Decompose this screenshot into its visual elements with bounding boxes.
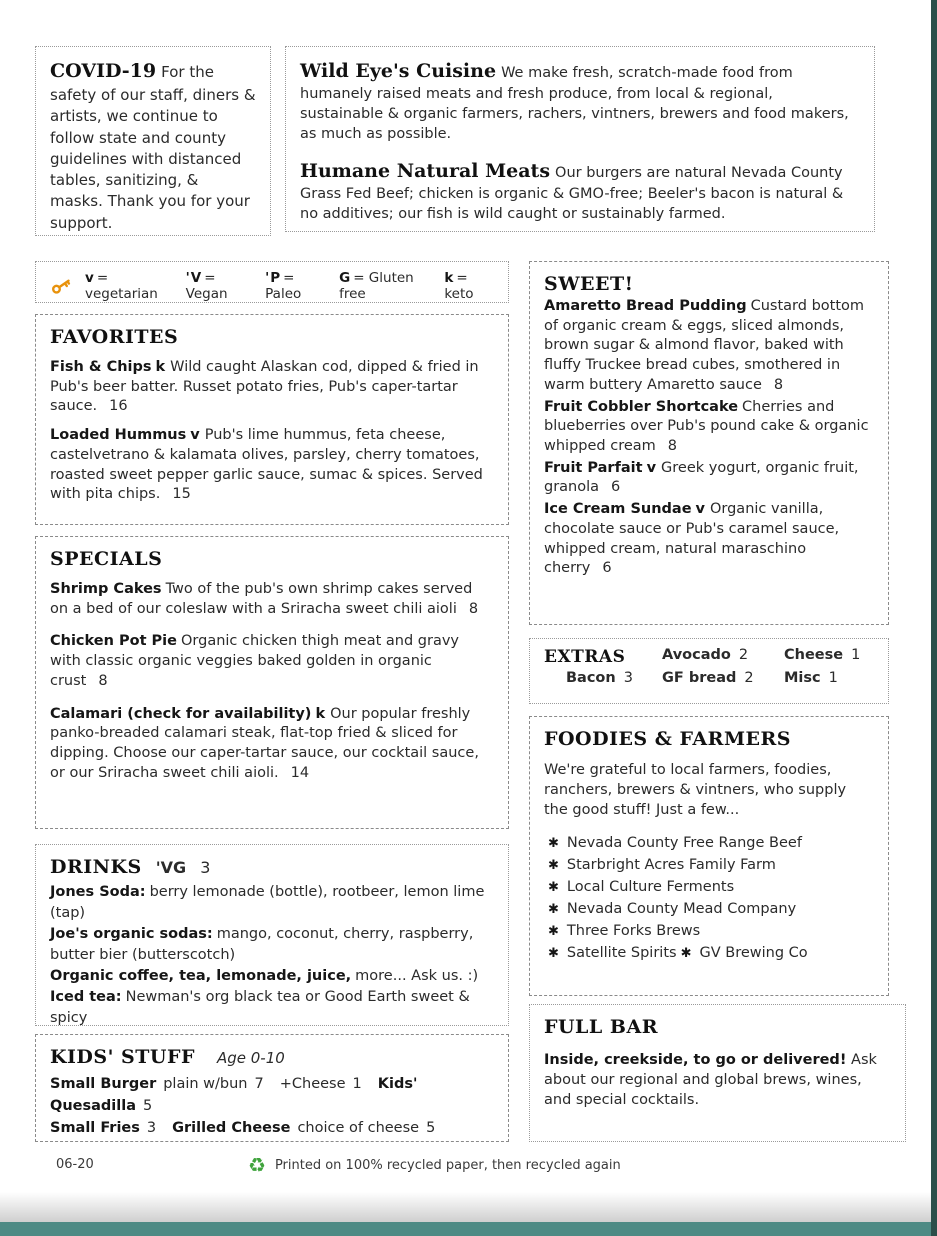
diet-legend [50, 270, 494, 302]
kids-age-note: Age 0-10 [216, 1049, 285, 1067]
supplier-row [544, 876, 874, 898]
legend-item-paleo [265, 270, 326, 302]
drink-line-joes-sodas [50, 924, 494, 966]
covid-title: COVID-19 [50, 60, 157, 82]
specials-section [35, 536, 509, 829]
item-name: Calamari (check for availability) [50, 705, 312, 722]
item-desc: Organic vanilla, chocolate sauce or Pub's caramel sauce, whipped cream, natural maraschino cherry [544, 501, 840, 577]
keto-symbol: k [444, 270, 455, 286]
kids-item-desc: choice of cheese [297, 1119, 420, 1136]
asterisk-bullet-icon: ✱ [548, 946, 559, 962]
extra-label: Cheese [784, 647, 844, 663]
right-edge-strip [931, 0, 937, 1236]
item-name: Loaded Hummus [50, 427, 187, 444]
drink-name: Iced tea: [50, 989, 122, 1006]
extra-cheese [784, 647, 876, 667]
asterisk-bullet-icon: ✱ [548, 858, 559, 874]
diet-symbol: k [155, 359, 167, 375]
item-price: 6 [611, 479, 621, 496]
diet-symbol: v [190, 427, 201, 444]
extra-label: Misc [784, 670, 821, 686]
supplier-name: Local Culture Ferments [566, 879, 735, 896]
fullbar-lead: Inside, creekside, to go or delivered! [544, 1052, 847, 1068]
kids-addon-price: 1 [352, 1076, 362, 1092]
legend-item-glutenfree [339, 270, 431, 302]
item-desc: Custard bottom of organic cream & eggs, sliced almonds, brown sugar & almond flavor, baked with fluffy Truckee bread cubes, smothered in warm buttery Amaretto sauce [544, 298, 865, 393]
drink-line-jones-soda [50, 882, 494, 924]
item-desc: Greek yogurt, organic fruit, granola [544, 459, 859, 496]
asterisk-bullet-icon: ✱ [548, 902, 559, 918]
item-name: Amaretto Bread Pudding [544, 298, 747, 314]
drink-name: Joe's organic sodas: [50, 926, 213, 943]
asterisk-bullet-icon: ✱ [548, 924, 559, 940]
item-name: Fruit Parfait [544, 459, 643, 476]
vegetarian-label: = vegetarian [85, 270, 158, 302]
item-desc: Pub's lime hummus, feta cheese, castelvetrano & kalamata olives, parsley, cherry tomatoes, roasted sweet pepper garlic sauce, sumac & spices. Served with pita chips. [50, 427, 483, 503]
supplier-row [544, 942, 874, 964]
kids-line-1 [50, 1074, 494, 1118]
item-price: 8 [773, 376, 784, 393]
asterisk-bullet-icon: ✱ [548, 880, 559, 896]
drink-desc: Newman's org black tea or Good Earth sweet & spicy [50, 989, 470, 1026]
supplier-name: Nevada County Free Range Beef [566, 835, 802, 851]
supplier-row [544, 854, 874, 876]
covid-body: For the safety of our staff, diners & artists, we continue to follow state and county guidelines with distanced tables, sanitizing, & masks. Thank you for your support. [50, 63, 256, 232]
drinks-title: DRINKS [50, 856, 142, 878]
menu-item-bread-pudding [544, 297, 874, 396]
foodies-title: FOODIES & FARMERS [544, 728, 791, 750]
legend-item-keto [444, 270, 494, 302]
kids-addon-label: +Cheese [279, 1076, 346, 1092]
supplier-name: GV Brewing Co [699, 945, 808, 962]
extra-avocado [662, 647, 784, 667]
kids-item-name: Kids' Quesadilla [50, 1076, 418, 1114]
asterisk-bullet-icon: ✱ [548, 836, 559, 851]
vegetarian-symbol: v [85, 270, 95, 286]
extras-section [529, 638, 889, 704]
meats-title: Humane Natural Meats [300, 160, 551, 183]
menu-item-chicken-pot-pie [50, 632, 494, 691]
item-desc: Our popular freshly panko-breaded calamari steak, flat-top fried & sliced for dipping. Choose our caper-tartar sauce, our cocktail sauce, or our Sriracha sweet chili aioli. [50, 705, 479, 781]
drink-desc: more... Ask us. :) [355, 968, 479, 985]
kids-item-price: 3 [146, 1119, 157, 1136]
menu-item-calamari [50, 705, 494, 784]
drinks-section [35, 844, 509, 1026]
drinks-price: 3 [200, 858, 211, 877]
kids-item-name: Grilled Cheese [172, 1119, 291, 1136]
menu-item-ice-cream-sundae [544, 500, 874, 579]
extra-label: Avocado [662, 647, 731, 663]
diet-legend-box [35, 261, 509, 303]
drink-desc: mango, coconut, cherry, raspberry, butter bier (butterscotch) [50, 926, 474, 964]
extra-price: 3 [623, 670, 633, 686]
paleo-symbol: 'P [265, 270, 282, 286]
extra-price: 1 [828, 670, 838, 686]
diet-symbol: v [695, 501, 706, 518]
item-price: 8 [468, 600, 479, 617]
drink-name: Jones Soda: [50, 884, 146, 900]
drink-line-coffee-tea [50, 966, 494, 987]
kids-section [35, 1034, 509, 1142]
fullbar-section [529, 1004, 906, 1142]
drink-name: Organic coffee, tea, lemonade, juice, [50, 968, 352, 985]
asterisk-bullet-icon: ✱ [680, 946, 692, 962]
kids-title: KIDS' STUFF [50, 1046, 195, 1068]
extras-grid [544, 647, 874, 686]
extra-price: 2 [738, 647, 749, 663]
supplier-row [544, 832, 874, 854]
item-name: Fruit Cobbler Shortcake [544, 398, 739, 415]
recycle-icon: ♻ [248, 1153, 266, 1177]
item-price: 8 [98, 672, 108, 689]
diet-symbol: v [646, 459, 658, 476]
kids-item-name: Small Burger [50, 1076, 157, 1092]
extra-label: Bacon [566, 670, 616, 686]
supplier-row [544, 920, 874, 942]
drinks-header [50, 856, 494, 878]
legend-item-vegetarian [85, 270, 173, 302]
menu-item-loaded-hummus [50, 426, 494, 505]
covid-notice-box [35, 46, 271, 236]
supplier-name: Satellite Spirits [566, 945, 677, 962]
extra-label: GF bread [662, 670, 737, 686]
cuisine-paragraph [300, 58, 860, 144]
legend-item-vegan [186, 270, 253, 302]
item-name: Fish & Chips [50, 359, 152, 375]
cuisine-title: Wild Eye's Cuisine [300, 60, 497, 82]
intro-box [285, 46, 875, 232]
supplier-row [544, 898, 874, 920]
glutenfree-symbol: G [339, 270, 352, 286]
kids-item-price: 5 [142, 1097, 153, 1114]
item-price: 6 [602, 560, 612, 577]
bottom-teal-band [0, 1222, 937, 1236]
vegan-label: = Vegan [185, 270, 228, 302]
covid-text [50, 58, 256, 234]
paleo-label: = Paleo [265, 270, 302, 302]
extra-misc [784, 670, 876, 686]
vegan-symbol: 'V [185, 270, 203, 286]
cuisine-text: We make fresh, scratch-made food from humanely raised meats and fresh produce, from local & regional, sustainable & organic farmers, rachers, vintners, brewers and food makers, as much as possible. [300, 65, 849, 143]
kids-item-price: 7 [254, 1076, 264, 1092]
glutenfree-label: = Gluten free [339, 270, 414, 302]
kids-header [50, 1046, 494, 1068]
kids-item-desc: plain w/bun [163, 1076, 248, 1092]
item-desc: Two of the pub's own shrimp cakes served on a bed of our coleslaw with a Sriracha sweet chili aioli [50, 581, 473, 617]
menu-item-shrimp-cakes [50, 580, 494, 619]
bottom-gradient [0, 1192, 937, 1222]
item-price: 8 [667, 438, 678, 455]
meats-text: Our burgers are natural Nevada County Grass Fed Beef; chicken is organic & GMO-free; Beeler's bacon is natural & no additives; our fish is wild caught or sustainably farmed. [300, 165, 844, 223]
extra-gf-bread [662, 670, 784, 686]
fullbar-body: Ask about our regional and global brews, wines, and special cocktails. [544, 1052, 877, 1108]
sweet-title: SWEET! [544, 273, 634, 295]
item-price: 15 [172, 486, 191, 503]
item-desc: Cherries and blueberries over Pub's pound cake & organic whipped cream [544, 398, 869, 455]
foodies-intro: We're grateful to local farmers, foodies, ranchers, brewers & vintners, who supply the good stuff! Just a few... [544, 762, 847, 818]
supplier-name: Three Forks Brews [566, 923, 701, 940]
keto-label: = keto [444, 270, 474, 302]
menu-item-fish-chips [50, 358, 494, 417]
favorites-title: FAVORITES [50, 326, 179, 348]
recycle-note-row [248, 1155, 621, 1175]
key-icon [46, 271, 77, 302]
item-name: Chicken Pot Pie [50, 633, 177, 650]
favorites-section [35, 314, 509, 525]
fullbar-text [544, 1050, 891, 1110]
kids-item-name: Small Fries [50, 1119, 140, 1136]
item-price: 16 [109, 398, 128, 415]
foodies-section [529, 716, 889, 996]
item-desc: Organic chicken thigh meat and gravy with classic organic veggies baked golden in organic crust [50, 633, 460, 689]
item-price: 14 [290, 764, 310, 781]
extras-title: EXTRAS [544, 647, 626, 667]
sweet-section [529, 261, 889, 625]
item-name: Shrimp Cakes [50, 581, 162, 597]
meats-paragraph [300, 158, 860, 224]
menu-item-fruit-parfait [544, 459, 874, 498]
extra-bacon [544, 670, 662, 686]
menu-item-fruit-cobbler [544, 398, 874, 457]
vegan-glutenfree-symbol: 'VG [155, 858, 187, 877]
diet-symbol: k [315, 705, 327, 722]
drink-line-iced-tea [50, 987, 494, 1026]
kids-line-2 [50, 1118, 494, 1140]
kids-item-price: 5 [426, 1119, 436, 1136]
recycle-note: Printed on 100% recycled paper, then recycled again [274, 1157, 621, 1173]
item-name: Ice Cream Sundae [544, 501, 692, 518]
supplier-name: Starbright Acres Family Farm [566, 857, 776, 874]
supplier-name: Nevada County Mead Company [566, 901, 797, 918]
menu-date-code: 06-20 [56, 1157, 94, 1172]
specials-title: SPECIALS [50, 548, 163, 570]
fullbar-title: FULL BAR [544, 1016, 658, 1038]
extra-price: 2 [744, 670, 754, 686]
extra-price: 1 [851, 647, 861, 663]
drink-desc: berry lemonade (bottle), rootbeer, lemon lime (tap) [50, 884, 485, 922]
item-desc: Wild caught Alaskan cod, dipped & fried in Pub's beer batter. Russet potato fries, Pub's caper-tartar sauce. [50, 359, 479, 415]
